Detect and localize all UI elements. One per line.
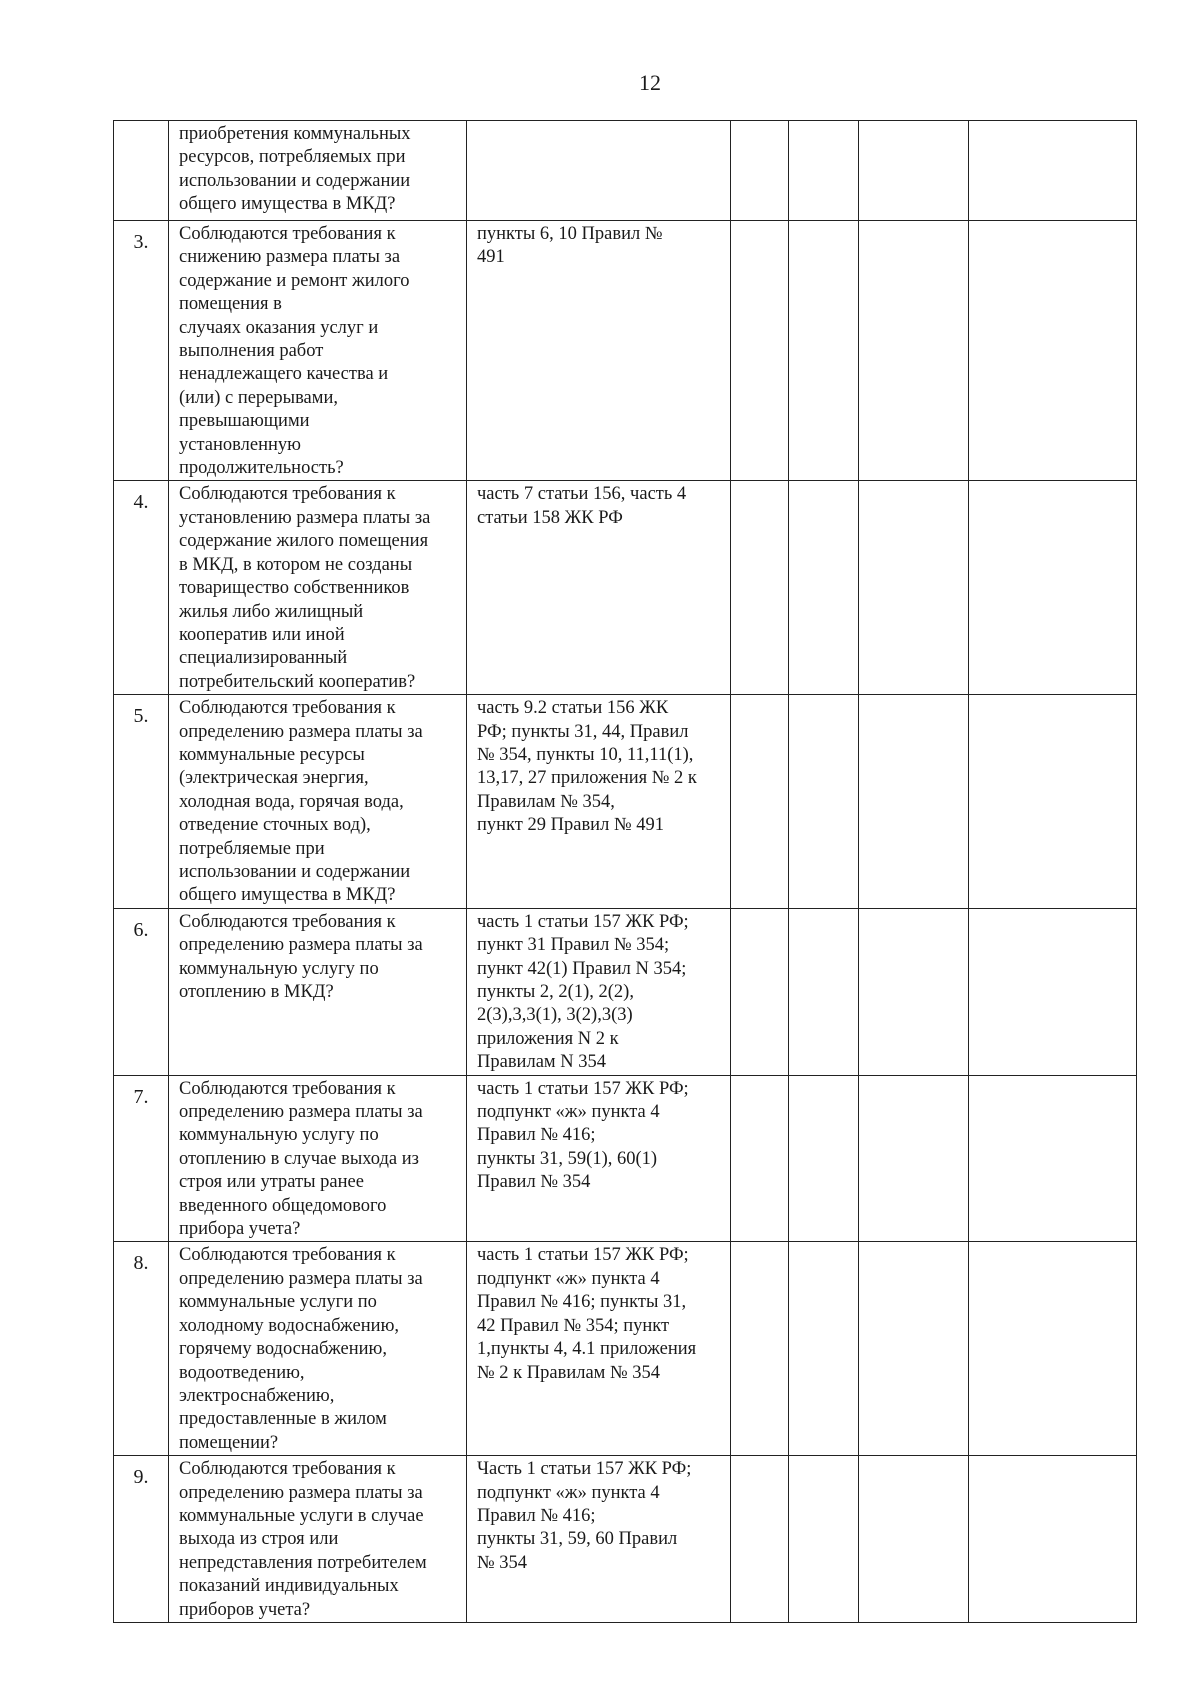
reference-line: РФ; пункты 31, 44, Правил	[477, 721, 689, 742]
reference-line: часть 9.2 статьи 156 ЖК	[477, 698, 669, 719]
question-line: приборов учета?	[179, 1599, 311, 1620]
question-cell	[169, 221, 467, 481]
answer-cell	[731, 121, 789, 221]
answer-cell	[859, 1075, 969, 1242]
question-cell	[169, 695, 467, 909]
question-line: случаях оказания услуг и	[179, 317, 379, 338]
question-line: определению размера платы за	[179, 935, 423, 956]
reference-line: подпункт «ж» пункта 4	[477, 1268, 660, 1289]
reference-line: 2(3),3,3(1), 3(2),3(3)	[477, 1005, 633, 1026]
question-line: определению размера платы за	[179, 1102, 423, 1123]
question-line: водоотведению,	[179, 1362, 305, 1383]
answer-cell	[789, 221, 859, 481]
answer-cell	[969, 1242, 1137, 1456]
row-number: 6.	[114, 908, 169, 1075]
question-line: Соблюдаются требования к	[179, 698, 396, 719]
checklist-table	[113, 120, 1137, 1623]
reference-line: пункты 31, 59, 60 Правил	[477, 1529, 678, 1550]
row-number	[114, 121, 169, 221]
question-line: использовании и содержании	[179, 861, 411, 882]
reference-line: 1,пункты 4, 4.1 приложения	[477, 1339, 697, 1360]
answer-cell	[969, 695, 1137, 909]
question-line: помещении?	[179, 1432, 279, 1453]
legal-reference-cell	[467, 1456, 731, 1623]
question-line: ресурсов, потребляемых при	[179, 147, 406, 168]
question-line: (или) с перерывами,	[179, 387, 339, 408]
reference-line: Правил № 416; пункты 31,	[477, 1292, 687, 1313]
question-line: (электрическая энергия,	[179, 768, 369, 789]
question-line: коммунальную услугу по	[179, 958, 379, 979]
answer-cell	[731, 1075, 789, 1242]
answer-cell	[859, 481, 969, 695]
question-line: жилья либо жилищный	[179, 601, 364, 622]
question-line: определению размера платы за	[179, 1268, 423, 1289]
question-line: коммунальные услуги в случае	[179, 1505, 424, 1526]
row-number: 5.	[114, 695, 169, 909]
question-line: непредставления потребителем	[179, 1552, 427, 1573]
question-line: Соблюдаются требования к	[179, 1078, 396, 1099]
reference-line: пункт 42(1) Правил N 354;	[477, 958, 687, 979]
reference-line: часть 1 статьи 157 ЖК РФ;	[477, 1078, 689, 1099]
table-row	[114, 695, 1137, 909]
legal-reference-cell	[467, 121, 731, 221]
question-line: электроснабжению,	[179, 1385, 335, 1406]
answer-cell	[789, 1242, 859, 1456]
answer-cell	[859, 695, 969, 909]
reference-line: пункты 6, 10 Правил №	[477, 224, 663, 244]
question-line: потребляемые при	[179, 838, 325, 859]
question-line: установлению размера платы за	[179, 507, 431, 528]
reference-line: № 354	[477, 1552, 528, 1573]
row-number: 7.	[114, 1075, 169, 1242]
question-line: установленную	[179, 434, 301, 455]
reference-line: статьи 158 ЖК РФ	[477, 507, 623, 528]
question-cell	[169, 1456, 467, 1623]
table-row	[114, 1456, 1137, 1623]
table-body	[114, 121, 1137, 1623]
legal-reference-cell	[467, 695, 731, 909]
reference-line: часть 7 статьи 156, часть 4	[477, 484, 687, 505]
question-line: товарищество собственников	[179, 578, 410, 599]
row-number: 3.	[114, 221, 169, 481]
answer-cell	[969, 1456, 1137, 1623]
question-line: продолжительность?	[179, 458, 344, 479]
legal-reference-cell	[467, 908, 731, 1075]
question-line: снижению размера платы за	[179, 247, 401, 268]
page-number: 12	[639, 70, 661, 95]
question-line: приобретения коммунальных	[179, 124, 411, 144]
row-number: 4.	[114, 481, 169, 695]
question-line: отведение сточных вод),	[179, 815, 371, 836]
answer-cell	[731, 221, 789, 481]
reference-line: № 354, пункты 10, 11,11(1),	[477, 744, 694, 765]
question-line: прибора учета?	[179, 1219, 301, 1240]
answer-cell	[789, 481, 859, 695]
legal-reference-cell	[467, 1075, 731, 1242]
reference-line: пункты 31, 59(1), 60(1)	[477, 1148, 658, 1169]
table-row	[114, 481, 1137, 695]
question-line: помещения в	[179, 294, 282, 315]
reference-line: подпункт «ж» пункта 4	[477, 1482, 660, 1503]
question-line: Соблюдаются требования к	[179, 1245, 396, 1266]
question-line: ненадлежащего качества и	[179, 364, 389, 385]
legal-reference-cell	[467, 1242, 731, 1456]
legal-reference-cell	[467, 481, 731, 695]
question-cell	[169, 481, 467, 695]
legal-reference-cell	[467, 221, 731, 481]
question-line: отоплению в случае выхода из	[179, 1148, 419, 1169]
reference-line: часть 1 статьи 157 ЖК РФ;	[477, 1245, 689, 1266]
answer-cell	[731, 908, 789, 1075]
answer-cell	[731, 481, 789, 695]
reference-line: Правил № 416;	[477, 1125, 596, 1146]
reference-line: Правилам N 354	[477, 1052, 606, 1073]
reference-line: пункты 2, 2(1), 2(2),	[477, 982, 634, 1002]
question-line: потребительский кооператив?	[179, 671, 416, 692]
question-line: коммунальные услуги по	[179, 1292, 377, 1313]
question-line: использовании и содержании	[179, 170, 411, 191]
question-line: предоставленные в жилом	[179, 1409, 387, 1430]
question-line: в МКД, в котором не созданы	[179, 554, 413, 575]
question-line: определению размера платы за	[179, 1482, 423, 1503]
reference-line: подпункт «ж» пункта 4	[477, 1102, 660, 1123]
row-number: 8.	[114, 1242, 169, 1456]
question-line: коммунальные ресурсы	[179, 744, 365, 765]
question-line: холодная вода, горячая вода,	[179, 791, 404, 812]
reference-line: 491	[477, 247, 505, 268]
table-row	[114, 1242, 1137, 1456]
question-cell	[169, 1075, 467, 1242]
question-line: общего имущества в МКД?	[179, 194, 396, 215]
reference-line: № 2 к Правилам № 354	[477, 1362, 661, 1383]
question-line: общего имущества в МКД?	[179, 885, 396, 906]
answer-cell	[969, 908, 1137, 1075]
question-line: кооператив или иной	[179, 624, 345, 645]
question-line: показаний индивидуальных	[179, 1576, 399, 1597]
table-row	[114, 221, 1137, 481]
reference-line: Правил № 416;	[477, 1505, 596, 1526]
question-line: Соблюдаются требования к	[179, 911, 396, 932]
question-line: Соблюдаются требования к	[179, 484, 396, 505]
answer-cell	[859, 908, 969, 1075]
question-line: коммунальную услугу по	[179, 1125, 379, 1146]
answer-cell	[969, 121, 1137, 221]
reference-line: Правил № 354	[477, 1172, 591, 1193]
reference-line: Часть 1 статьи 157 ЖК РФ;	[477, 1459, 692, 1480]
table-row	[114, 1075, 1137, 1242]
answer-cell	[859, 1242, 969, 1456]
question-cell	[169, 908, 467, 1075]
answer-cell	[731, 1456, 789, 1623]
table-row	[114, 121, 1137, 221]
reference-line: приложения N 2 к	[477, 1028, 619, 1049]
answer-cell	[969, 481, 1137, 695]
question-line: выполнения работ	[179, 341, 324, 362]
reference-line: 42 Правил № 354; пункт	[477, 1315, 670, 1336]
reference-line: пункт 31 Правил № 354;	[477, 935, 670, 956]
reference-line: часть 1 статьи 157 ЖК РФ;	[477, 911, 689, 932]
question-line: специализированный	[179, 648, 348, 669]
answer-cell	[789, 1075, 859, 1242]
reference-line: Правилам № 354,	[477, 791, 615, 812]
question-cell	[169, 121, 467, 221]
answer-cell	[789, 908, 859, 1075]
question-line: горячему водоснабжению,	[179, 1339, 387, 1360]
answer-cell	[789, 121, 859, 221]
answer-cell	[859, 121, 969, 221]
question-line: Соблюдаются требования к	[179, 1459, 396, 1480]
answer-cell	[731, 1242, 789, 1456]
answer-cell	[789, 1456, 859, 1623]
question-cell	[169, 1242, 467, 1456]
question-line: отоплению в МКД?	[179, 982, 334, 1002]
question-line: строя или утраты ранее	[179, 1172, 364, 1193]
reference-line: 13,17, 27 приложения № 2 к	[477, 768, 697, 789]
reference-line: пункт 29 Правил № 491	[477, 815, 664, 836]
question-line: содержание жилого помещения	[179, 531, 429, 552]
question-line: введенного общедомового	[179, 1195, 387, 1216]
answer-cell	[789, 695, 859, 909]
row-number: 9.	[114, 1456, 169, 1623]
answer-cell	[731, 695, 789, 909]
question-line: холодному водоснабжению,	[179, 1315, 400, 1336]
question-line: содержание и ремонт жилого	[179, 270, 410, 291]
question-line: определению размера платы за	[179, 721, 423, 742]
answer-cell	[969, 1075, 1137, 1242]
answer-cell	[969, 221, 1137, 481]
table-row	[114, 908, 1137, 1075]
answer-cell	[859, 221, 969, 481]
answer-cell	[859, 1456, 969, 1623]
question-line: Соблюдаются требования к	[179, 224, 396, 244]
question-line: превышающими	[179, 411, 310, 432]
question-line: выхода из строя или	[179, 1529, 339, 1550]
